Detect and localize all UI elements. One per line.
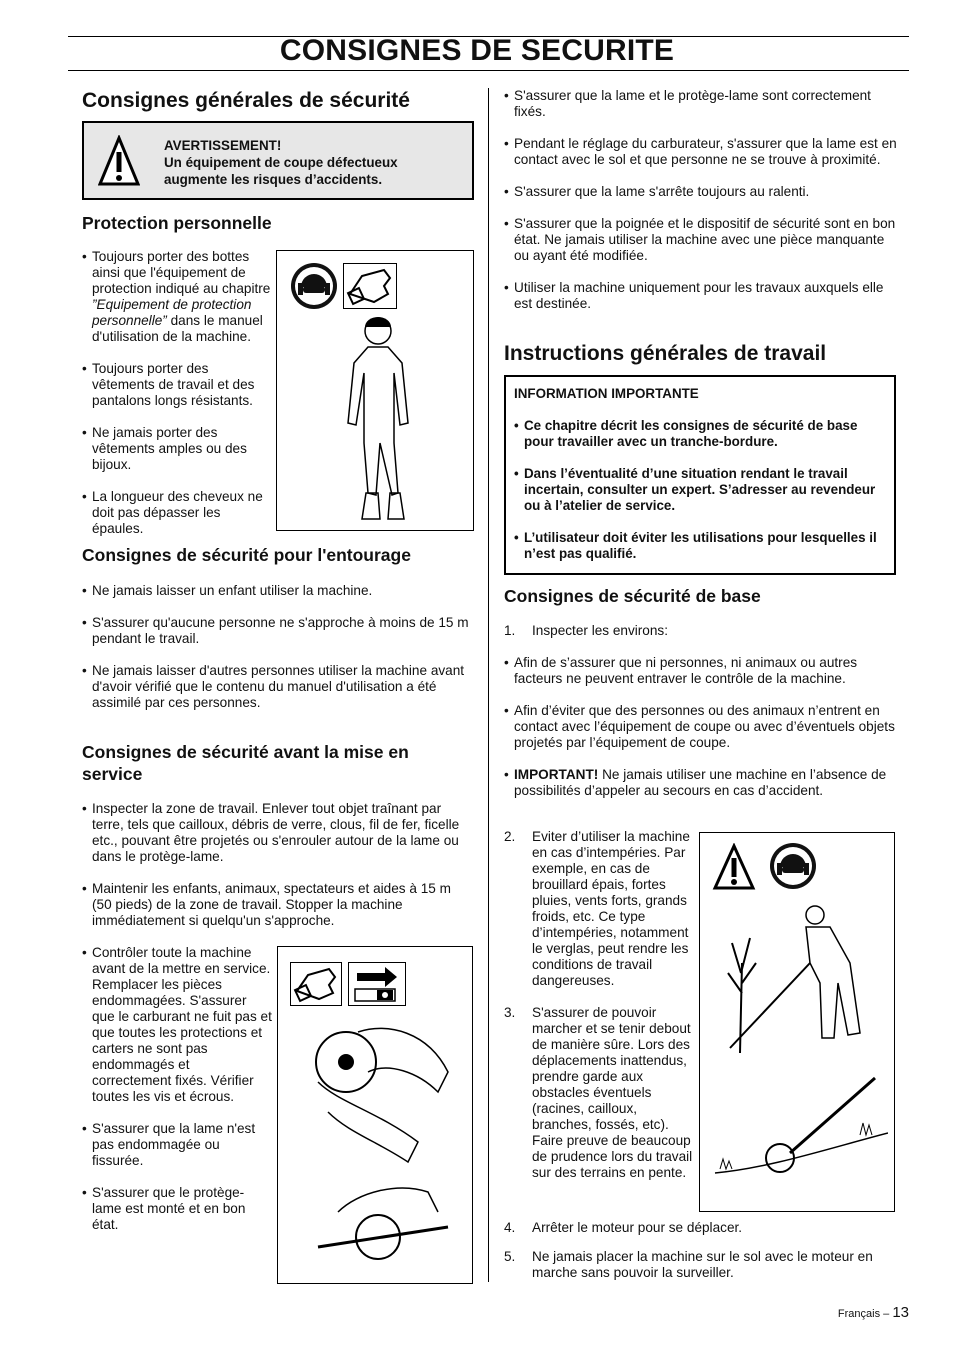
weather-terrain-list	[504, 829, 696, 1197]
numbered-item: 2. Eviter d’utiliser la machine en cas d’intempéries. Par exemple, en cas de brouillard épais, fortes pluies, vents forts, grands froids, etc. Ce type d’intempéries, notamment le verglas, peut rendre les conditions de travail dangereuses.	[504, 829, 690, 988]
list-item: • Afin de s’assurer que ni personnes, ni animaux ou autres facteurs ne peuvent entraver le contrôle de la machine.	[504, 655, 898, 687]
numbered-item: 5. Ne jamais placer la machine sur le sol avec le moteur en marche sans pouvoir la surveiller.	[504, 1249, 873, 1280]
page-title: CONSIGNES DE SECURITE	[279, 34, 675, 67]
warning-text	[164, 137, 398, 188]
before-start-list	[82, 801, 474, 945]
operator-with-edger-icon	[710, 903, 888, 1053]
warning-title: AVERTISSEMENT!	[164, 138, 282, 153]
list-item: • La longueur des cheveux ne doit pas dépasser les épaules.	[82, 489, 274, 537]
basic-safety-list	[504, 623, 898, 815]
surroundings-list	[82, 583, 474, 727]
blade-checks-list	[504, 88, 900, 328]
list-item: • Inspecter la zone de travail. Enlever tout objet traînant par terre, tels que cailloux, débris de verre, clous, fil de fer, ficelle etc., pouvant être projetés ou s'enrouler autour de la lame ou dans le protège-lame.	[82, 801, 474, 865]
list-item: • Ce chapitre décrit les consignes de sécurité de base pour travailler avec un tranche-bordure.	[514, 418, 884, 450]
heading-basic-safety: Consignes de sécurité de base	[504, 586, 761, 606]
numbered-item: 3. S'assurer de pouvoir marcher et se tenir debout de manière sûre. Lors des déplacements inattendus, prendre garde aux obstacles éventuels (racines, cailloux, branches, fossés, etc). Faire preuve de beaucoup de prudence lors du travail sur des terrains en pente.	[504, 1005, 693, 1180]
list-item: • Pendant le réglage du carburateur, s'assurer que la lame est en contact avec le sol et que personne ne se trouve à proximité.	[504, 136, 900, 168]
machine-check-list	[82, 945, 272, 1249]
list-item: • S'assurer qu'aucune personne ne s'approche à moins de 15 m pendant le travail.	[82, 615, 474, 647]
list-item: • S'assurer que la lame s'arrête toujours au ralenti.	[504, 184, 900, 200]
hands-blade-icon	[308, 1012, 458, 1272]
column-divider	[488, 88, 489, 1282]
glove-icon	[343, 263, 397, 309]
list-item: • IMPORTANT! Ne jamais utiliser une machine en l’absence de possibilités d’appeler au secours en cas d’accident.	[504, 767, 898, 799]
warning-box	[82, 121, 474, 200]
list-item: • S'assurer que la lame et le protège-lame sont correctement fixés.	[504, 88, 900, 120]
heading-surroundings: Consignes de sécurité pour l'entourage	[82, 545, 411, 565]
list-item: • Ne jamais porter des vêtements amples ou des bijoux.	[82, 425, 274, 473]
final-steps-list	[504, 1220, 900, 1297]
warning-triangle-icon	[98, 135, 140, 187]
heading-general-safety: Consignes générales de sécurité	[82, 89, 410, 112]
edger-on-slope-icon	[710, 1073, 888, 1203]
heading-before-start: Consignes de sécurité avant la mise en service	[82, 742, 409, 784]
person-protective-clothing-icon	[332, 313, 422, 525]
list-item: • Utiliser la machine uniquement pour les travaux auxquels elle est destinée.	[504, 280, 900, 312]
list-item: • L’utilisateur doit éviter les utilisations pour lesquelles il n’est pas qualifié.	[514, 530, 884, 562]
list-item: • Toujours porter des vêtements de travail et des pantalons longs résistants.	[82, 361, 274, 409]
list-item: • S'assurer que la poignée et le dispositif de sécurité sont en bon état. Ne jamais utiliser la machine avec une pièce manquante ou ayant été modifiée.	[504, 216, 900, 264]
list-item: • S'assurer que la lame n'est pas endommagée ou fissurée.	[82, 1121, 272, 1169]
footer-language: Français –	[837, 1308, 890, 1320]
list-item: • Dans l’éventualité d’une situation rendant le travail incertain, consulter un expert. S’adresser au revendeur ou à l’atelier de service.	[514, 466, 884, 514]
list-item: • Ne jamais laisser d'autres personnes utiliser la machine avant d'avoir vérifié que le contenu du manuel d'utilisation a été assimilé par ces personnes.	[82, 663, 474, 711]
list-item: • Maintenir les enfants, animaux, spectateurs et aides à 15 m (50 pieds) de la zone de travail. Stopper la machine immédiatement si quelqu'un s'approche.	[82, 881, 474, 929]
warning-line: Un équipement de coupe défectueux	[164, 155, 398, 170]
page-number: 13	[892, 1304, 909, 1321]
protection-list	[82, 249, 274, 553]
heading-personal-protection: Protection personnelle	[82, 213, 272, 233]
header-rule-bottom	[68, 70, 909, 71]
list-item: • Contrôler toute la machine avant de la mettre en service. Remplacer les pièces endommagées. S'assurer que le carburant ne fuit pas et que toutes les protections et carters ne sont pas endommagés et correctement fixés. Vérifier toutes les vis et écrous.	[82, 945, 272, 1105]
numbered-item: 4. Arrêter le moteur pour se déplacer.	[504, 1220, 743, 1235]
warning-triangle-icon	[712, 843, 756, 891]
list-item: • Toujours porter des bottes ainsi que l'équipement de protection indiqué au chapitre ”Equipement de protection personnelle” dans le manuel d'utilisation de la machine.	[82, 249, 274, 345]
list-item: • S'assurer que le protège-lame est monté et en bon état.	[82, 1185, 272, 1233]
info-list	[514, 418, 884, 578]
protective-gear-icon	[289, 261, 339, 311]
edger-use-illustration	[699, 832, 895, 1212]
list-item: • Afin d’éviter que des personnes ou des animaux n’entrent en contact avec l’équipement de coupe ou avec d’éventuels objets projetés par l’équipement de coupe.	[504, 703, 898, 751]
blade-inspection-illustration	[277, 946, 473, 1284]
engine-off-icon	[348, 962, 406, 1006]
page-footer	[838, 1304, 909, 1321]
glove-icon	[290, 962, 342, 1006]
protective-gear-icon	[768, 841, 818, 891]
info-title: INFORMATION IMPORTANTE	[514, 386, 699, 401]
list-item: • Ne jamais laisser un enfant utiliser la machine.	[82, 583, 474, 599]
numbered-item: 1. Inspecter les environs:	[504, 623, 669, 638]
heading-work-instructions: Instructions générales de travail	[504, 342, 827, 365]
important-info-box	[504, 375, 896, 575]
protective-equipment-illustration	[276, 250, 474, 531]
warning-line: augmente les risques d’accidents.	[164, 172, 383, 187]
